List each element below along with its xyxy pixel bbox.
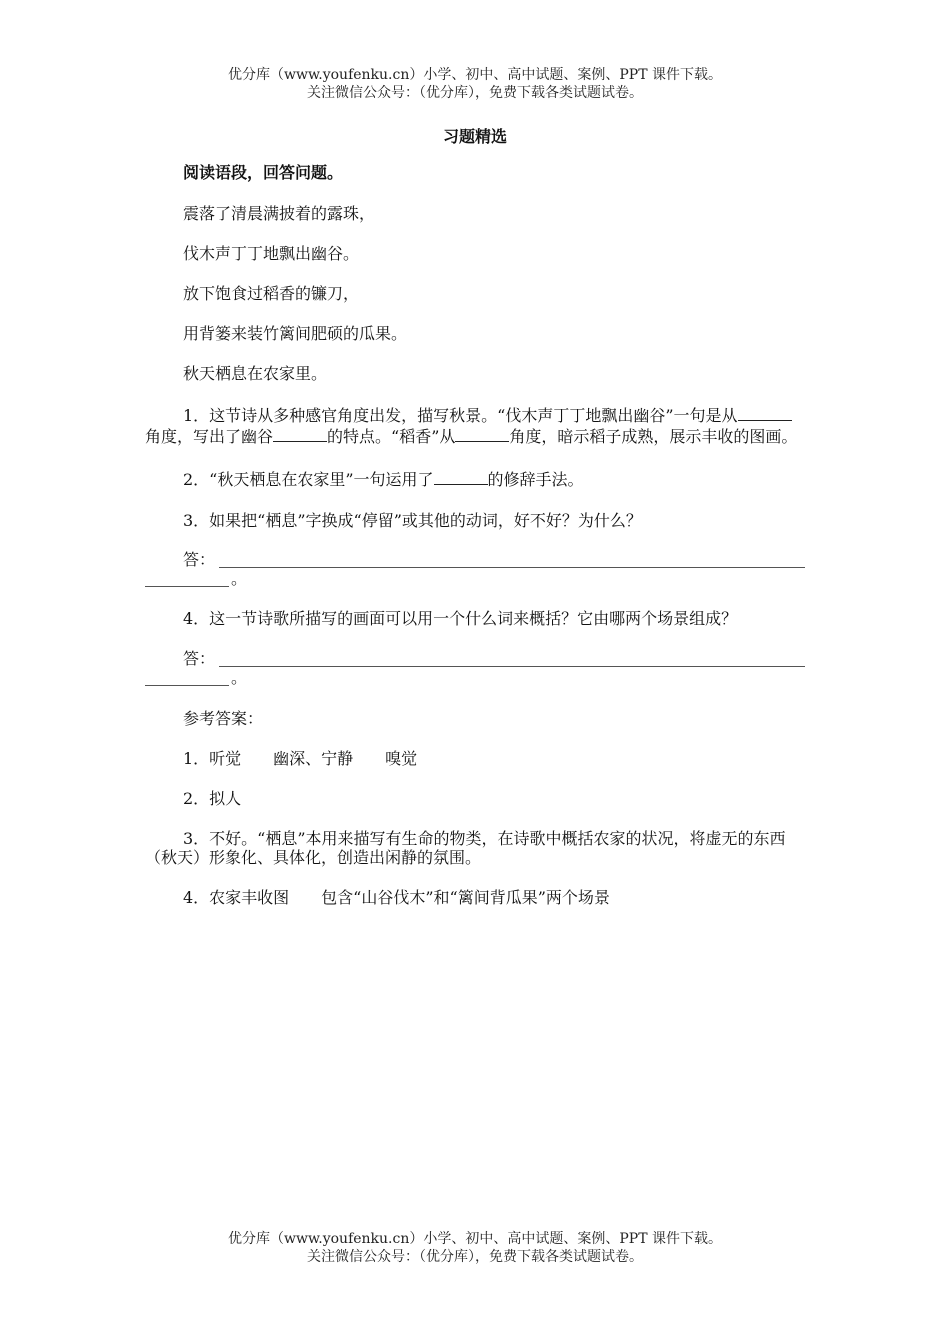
- q2-blank[interactable]: [434, 468, 488, 485]
- q2-text-b: 的修辞手法。: [487, 470, 584, 489]
- page-title: 习题精选: [442, 127, 507, 146]
- poem-line-1: 震落了清晨满披着的露珠，: [183, 204, 376, 223]
- q2-text-a: 2．“秋天栖息在农家里”一句运用了: [183, 470, 434, 489]
- q3-answer-line-1[interactable]: [219, 567, 805, 568]
- q1-text-a: 1．这节诗从多种感官角度出发，描写秋景。“伐木声丁丁地飘出幽谷”一句是从: [183, 406, 738, 425]
- q3-answer-label: 答：: [183, 550, 216, 569]
- poem-line-2: 伐木声丁丁地飘出幽谷。: [183, 244, 360, 263]
- document-body: [145, 163, 805, 907]
- q1-blank-1[interactable]: [738, 404, 792, 421]
- page-header: [0, 66, 950, 102]
- q1-blank-3[interactable]: [455, 425, 509, 442]
- poem-line-4: 用背篓来装竹篱间肥硕的瓜果。: [183, 324, 408, 343]
- q4-answer-period: 。: [231, 668, 248, 687]
- instruction: 阅读语段，回答问题。: [183, 163, 344, 182]
- q4-answer-line-2[interactable]: [145, 685, 229, 686]
- header-line-2: 关注微信公众号：（优分库），免费下载各类试题试卷。: [307, 85, 643, 101]
- poem-line-3: 放下饱食过稻香的镰刀，: [183, 284, 360, 303]
- reference-answers-title: 参考答案：: [183, 709, 264, 728]
- q4-answer-area[interactable]: [145, 649, 805, 687]
- page-footer: [0, 1230, 950, 1266]
- question-2: [145, 468, 805, 489]
- footer-line-1: 优分库（www.youfenku.cn）小学、初中、高中试题、案例、PPT 课件下载。: [227, 1231, 722, 1247]
- answer-1: 1．听觉 幽深、宁静 嗅觉: [183, 749, 418, 768]
- question-1: [145, 404, 805, 446]
- q3-answer-area[interactable]: [145, 550, 805, 588]
- header-line-1: 优分库（www.youfenku.cn）小学、初中、高中试题、案例、PPT 课件下载。: [227, 67, 722, 83]
- poem-line-5: 秋天栖息在农家里。: [183, 364, 328, 383]
- q3-answer-line-2[interactable]: [145, 586, 229, 587]
- q1-blank-2[interactable]: [273, 425, 327, 442]
- q3-answer-period: 。: [231, 569, 248, 588]
- q1-text-c: 的特点。“稻香”从: [327, 427, 456, 446]
- q4-answer-line-1[interactable]: [219, 666, 805, 667]
- footer-line-2: 关注微信公众号：（优分库），免费下载各类试题试卷。: [307, 1249, 643, 1265]
- question-4: 4．这一节诗歌所描写的画面可以用一个什么词来概括？它由哪两个场景组成？: [183, 609, 738, 628]
- q1-text-b: 角度，写出了幽谷: [145, 427, 274, 446]
- q4-answer-label: 答：: [183, 649, 216, 668]
- answer-2: 2．拟人: [183, 789, 242, 808]
- q1-text-d: 角度，暗示稻子成熟，展示丰收的图画。: [509, 427, 798, 446]
- answer-3: 3．不好。“栖息”本用来描写有生命的物类，在诗歌中概括农家的状况，将虚无的东西（秋天）形象化、具体化，创造出闲静的氛围。: [145, 829, 786, 867]
- question-3: 3．如果把“栖息”字换成“停留”或其他的动词，好不好？为什么？: [183, 511, 642, 530]
- answer-4: 4．农家丰收图 包含“山谷伐木”和“篱间背瓜果”两个场景: [183, 888, 610, 907]
